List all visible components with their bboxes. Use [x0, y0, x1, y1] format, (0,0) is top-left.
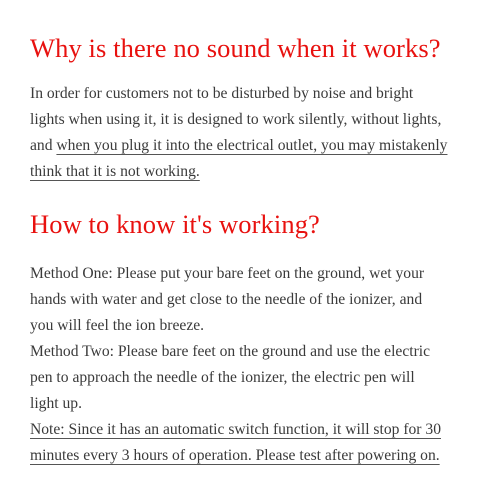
method-one-line-1: Method One: Please put your bare feet on the ground, wet your — [30, 265, 425, 282]
no-sound-paragraph-line-1: In order for customers not to be disturbed by noise and bright — [30, 85, 414, 102]
note-underlined-text-2: minutes every 3 hours of operation. Please test after powering on. — [30, 447, 440, 464]
note-underlined-text-1: Note: Since it has an automatic switch function, it will stop for 30 — [30, 421, 441, 438]
method-two-line-3: light up. — [30, 395, 82, 412]
section-heading-how-to-know: How to know it's working? — [30, 209, 320, 239]
method-one-line-3: you will feel the ion breeze. — [30, 317, 205, 334]
no-sound-paragraph-line-3 — [30, 136, 447, 156]
no-sound-paragraph-line-3-plain: and — [30, 137, 57, 154]
no-sound-underlined-text: when you plug it into the electrical outlet, you may mistakenly — [56, 137, 448, 154]
no-sound-paragraph-line-2: lights when using it, it is designed to work silently, without lights, — [30, 111, 442, 128]
method-two-line-1: Method Two: Please bare feet on the ground and use the electric — [30, 343, 431, 360]
note-line-2 — [30, 446, 440, 466]
section-heading-no-sound: Why is there no sound when it works? — [30, 33, 441, 63]
note-line-1 — [30, 420, 441, 440]
no-sound-underlined-text-end: think that it is not working. — [30, 163, 200, 180]
no-sound-paragraph-line-4 — [30, 162, 200, 182]
method-two-line-2: pen to approach the needle of the ionizer, the electric pen will — [30, 369, 415, 386]
method-one-line-2: hands with water and get close to the needle of the ionizer, and — [30, 291, 423, 308]
